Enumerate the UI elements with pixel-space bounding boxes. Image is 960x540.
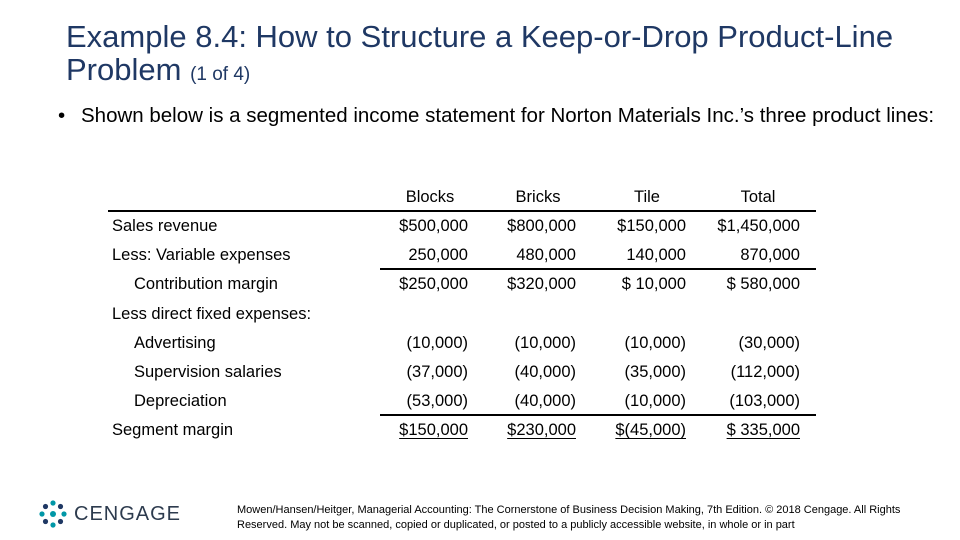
row-label-sales-revenue: Sales revenue [112, 217, 218, 235]
cengage-logo [38, 498, 181, 530]
row-label-depreciation: Depreciation [134, 392, 227, 410]
row-label-supervision-salaries: Supervision salaries [134, 363, 282, 381]
cell-advertising-total: (30,000) [738, 334, 800, 352]
cengage-mark-icon [38, 499, 68, 529]
row-label-advertising: Advertising [134, 334, 216, 352]
cell-segment-total: $ 335,000 [726, 421, 800, 439]
bullet-marker: • [58, 104, 66, 127]
cell-contribution-blocks: $250,000 [399, 275, 468, 293]
cell-supervision-total: (112,000) [730, 363, 800, 381]
variable-rule [380, 268, 816, 270]
cell-segment-tile: $(45,000) [615, 421, 686, 439]
cell-sales-bricks: $800,000 [507, 217, 576, 235]
cell-supervision-bricks: (40,000) [514, 363, 576, 381]
cell-advertising-bricks: (10,000) [514, 334, 576, 352]
cell-supervision-tile: (35,000) [624, 363, 686, 381]
cell-variable-total: 870,000 [740, 246, 800, 264]
row-label-variable-expenses: Less: Variable expenses [112, 246, 291, 264]
cell-segment-blocks: $150,000 [399, 421, 468, 439]
cengage-logo-text: CENGAGE [74, 502, 182, 525]
cell-depreciation-bricks: (40,000) [514, 392, 576, 410]
cell-advertising-blocks: (10,000) [406, 334, 468, 352]
header-bricks: Bricks [515, 188, 561, 206]
cell-supervision-blocks: (37,000) [406, 363, 468, 381]
cell-variable-bricks: 480,000 [516, 246, 576, 264]
cell-depreciation-blocks: (53,000) [406, 392, 468, 410]
fixed-expenses-rule [380, 414, 816, 416]
row-label-direct-fixed-expenses: Less direct fixed expenses: [112, 305, 312, 323]
title-main: Example 8.4: How to Structure a Keep-or-Drop Product-Line Problem [66, 19, 894, 87]
header-blocks: Blocks [405, 188, 455, 206]
cell-variable-tile: 140,000 [626, 246, 686, 264]
cell-segment-bricks: $230,000 [507, 421, 576, 439]
cell-contribution-total: $ 580,000 [726, 275, 800, 293]
cell-depreciation-tile: (10,000) [624, 392, 686, 410]
cell-sales-tile: $150,000 [617, 217, 686, 235]
header-tile: Tile [634, 188, 660, 206]
cell-contribution-bricks: $320,000 [507, 275, 576, 293]
header-total: Total [740, 188, 776, 206]
title-part: (1 of 4) [190, 64, 251, 85]
row-label-segment-margin: Segment margin [112, 421, 234, 439]
cell-contribution-tile: $ 10,000 [621, 275, 686, 293]
row-label-contribution-margin: Contribution margin [134, 275, 278, 293]
bullet-text: Shown below is a segmented income statement for Norton Materials Inc.’s three product lines: [81, 104, 935, 127]
footer-citation: Mowen/Hansen/Heitger, Managerial Accounting: The Cornerstone of Business Decision Making, 7th Edition. © 2018 Cengage. All Rights Reserved. May not be scanned, copied or duplicated, or posted to a publicly accessible website, in whole or in part [237, 504, 901, 531]
cell-variable-blocks: 250,000 [408, 246, 468, 264]
cell-advertising-tile: (10,000) [624, 334, 686, 352]
cell-sales-total: $1,450,000 [717, 217, 800, 235]
cell-sales-blocks: $500,000 [399, 217, 468, 235]
cell-depreciation-total: (103,000) [729, 392, 800, 410]
header-rule [108, 210, 816, 212]
